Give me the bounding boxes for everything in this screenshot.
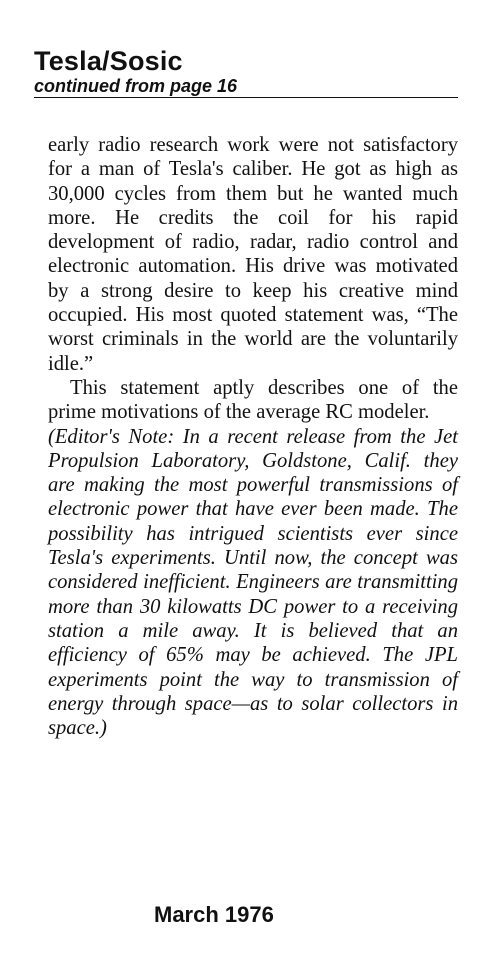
article-header	[34, 46, 458, 98]
article-title: Tesla/Sosic	[34, 46, 183, 76]
body-paragraph: This statement aptly describes one of the prime motivations of the average RC modeler.	[48, 376, 458, 424]
article-body	[48, 133, 458, 740]
issue-date: March 1976	[154, 902, 274, 927]
editors-note: (Editor's Note: In a recent release from the Jet Propulsion Laboratory, Goldstone, Calif. they are making the most powerful transmissions of electronic power that have ever been made. The possibility has intrigued scientists ever since Tesla's experiments. Until now, the concept was considered inefficient. Engineers are transmitting more than 30 kilowatts DC power to a receiving station a mile away. It is believed that an efficiency of 65% may be achieved. The JPL experiments point the way to transmission of energy through space—as to solar collectors in space.)	[48, 425, 458, 740]
continued-from-note: continued from page 16	[34, 76, 458, 98]
body-paragraph: early radio research work were not satisfactory for a man of Tesla's caliber. He got as high as 30,000 cycles from them but he wanted much more. He credits the coil for his rapid development of radio, radar, radio control and electronic automation. His drive was motivated by a strong desire to keep his creative mind occupied. His most quoted statement was, “The worst criminals in the world are the voluntarily idle.”	[48, 134, 458, 375]
